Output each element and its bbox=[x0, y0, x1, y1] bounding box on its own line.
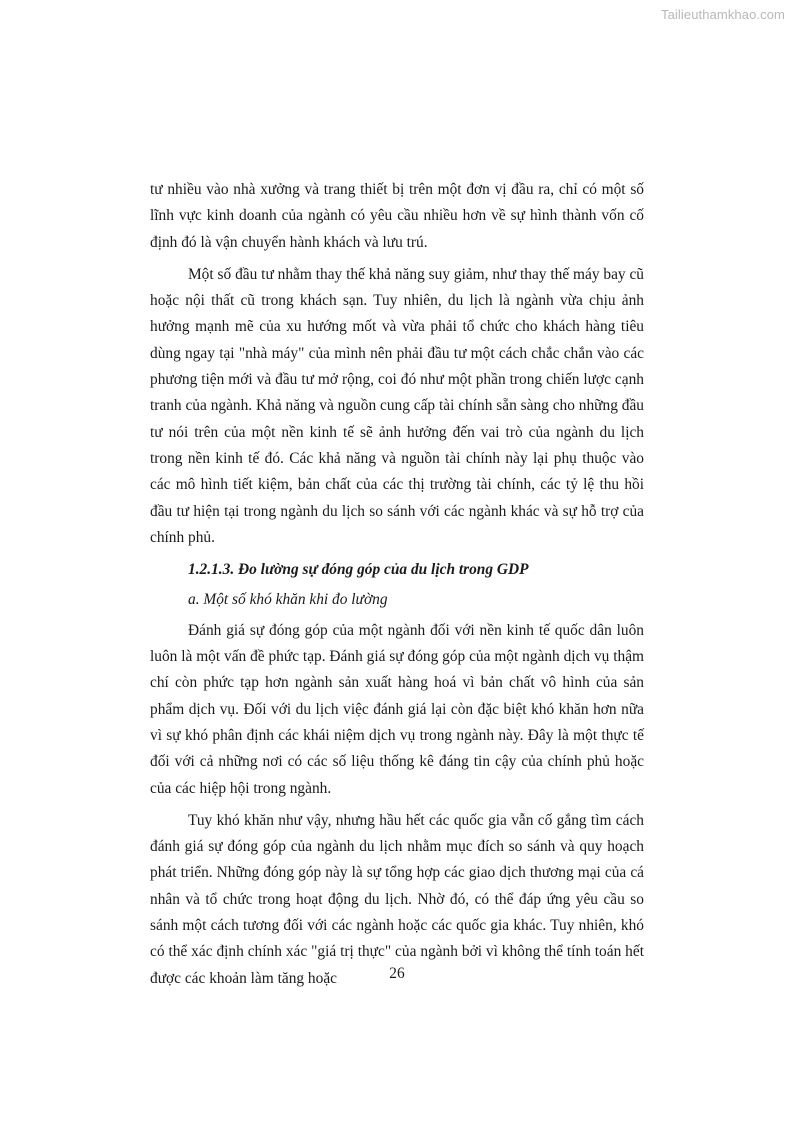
paragraph: Tuy khó khăn như vậy, nhưng hầu hết các quốc gia vẫn cố gắng tìm cách đánh giá sự đóng góp của ngành du lịch nhằm mục đích so sánh và quy hoạch phát triển. Những đóng góp này là sự tổng hợp các giao dịch thương mại của cá nhân và tổ chức trong hoạt động du lịch. Nhờ đó, có thể đáp ứng yêu cầu so sánh một cách tương đối với các ngành hoặc các quốc gia khác. Tuy nhiên, khó có thể xác định chính xác "giá trị thực" của ngành bởi vì không thể tính toán hết được các khoản làm tăng hoặc bbox=[150, 811, 644, 987]
section-heading: 1.2.1.3. Đo lường sự đóng góp của du lịch trong GDP bbox=[188, 561, 529, 579]
paragraph: Đánh giá sự đóng góp của một ngành đối với nền kinh tế quốc dân luôn luôn là một vấn đề phức tạp. Đánh giá sự đóng góp của một ngành dịch vụ thậm chí còn phức tạp hơn ngành sản xuất hàng hoá vì bản chất vô hình của sản phẩm dịch vụ. Đối với du lịch việc đánh giá lại còn đặc biệt khó khăn hơn nữa vì sự khó phân định các khái niệm dịch vụ trong ngành này. Đây là một thực tế đối với cả những nơi có các số liệu thống kê đáng tin cậy của chính phủ hoặc của các hiệp hội trong ngành. bbox=[150, 621, 644, 797]
paragraph: Một số đầu tư nhằm thay thế khả năng suy giảm, như thay thế máy bay cũ hoặc nội thất cũ trong khách sạn. Tuy nhiên, du lịch là ngành vừa chịu ảnh hưởng mạnh mẽ của xu hướng mốt và vừa phải tổ chức cho khách hàng tiêu dùng ngay tại "nhà máy" của mình nên phải đầu tư một cách chắc chắn vào các phương tiện mới và đầu tư mở rộng, coi đó như một phần trong chiến lược cạnh tranh của ngành. Khả năng và nguồn cung cấp tài chính sẵn sàng cho những đầu tư nói trên của một nền kinh tế sẽ ảnh hưởng đến vai trò của ngành du lịch trong nền kinh tế đó. Các khả năng và nguồn tài chính này lại phụ thuộc vào các mô hình tiết kiệm, bản chất của các thị trường tài chính, các tỷ lệ thu hồi đầu tư hiện tại trong ngành du lịch so sánh với các ngành khác và sự hỗ trợ của chính phủ. bbox=[150, 265, 644, 546]
paragraph-continuation: tư nhiều vào nhà xưởng và trang thiết bị trên một đơn vị đầu ra, chỉ có một số lĩnh vực kinh doanh của ngành có yêu cầu nhiều hơn về sự hình thành vốn cố định đó là vận chuyển hành khách và lưu trú. bbox=[150, 181, 644, 251]
page-number: 26 bbox=[389, 965, 405, 982]
watermark: Tailieuthamkhao.com bbox=[660, 7, 785, 22]
subsection-heading: a. Một số khó khăn khi đo lường bbox=[188, 591, 388, 609]
page-body bbox=[150, 177, 644, 998]
